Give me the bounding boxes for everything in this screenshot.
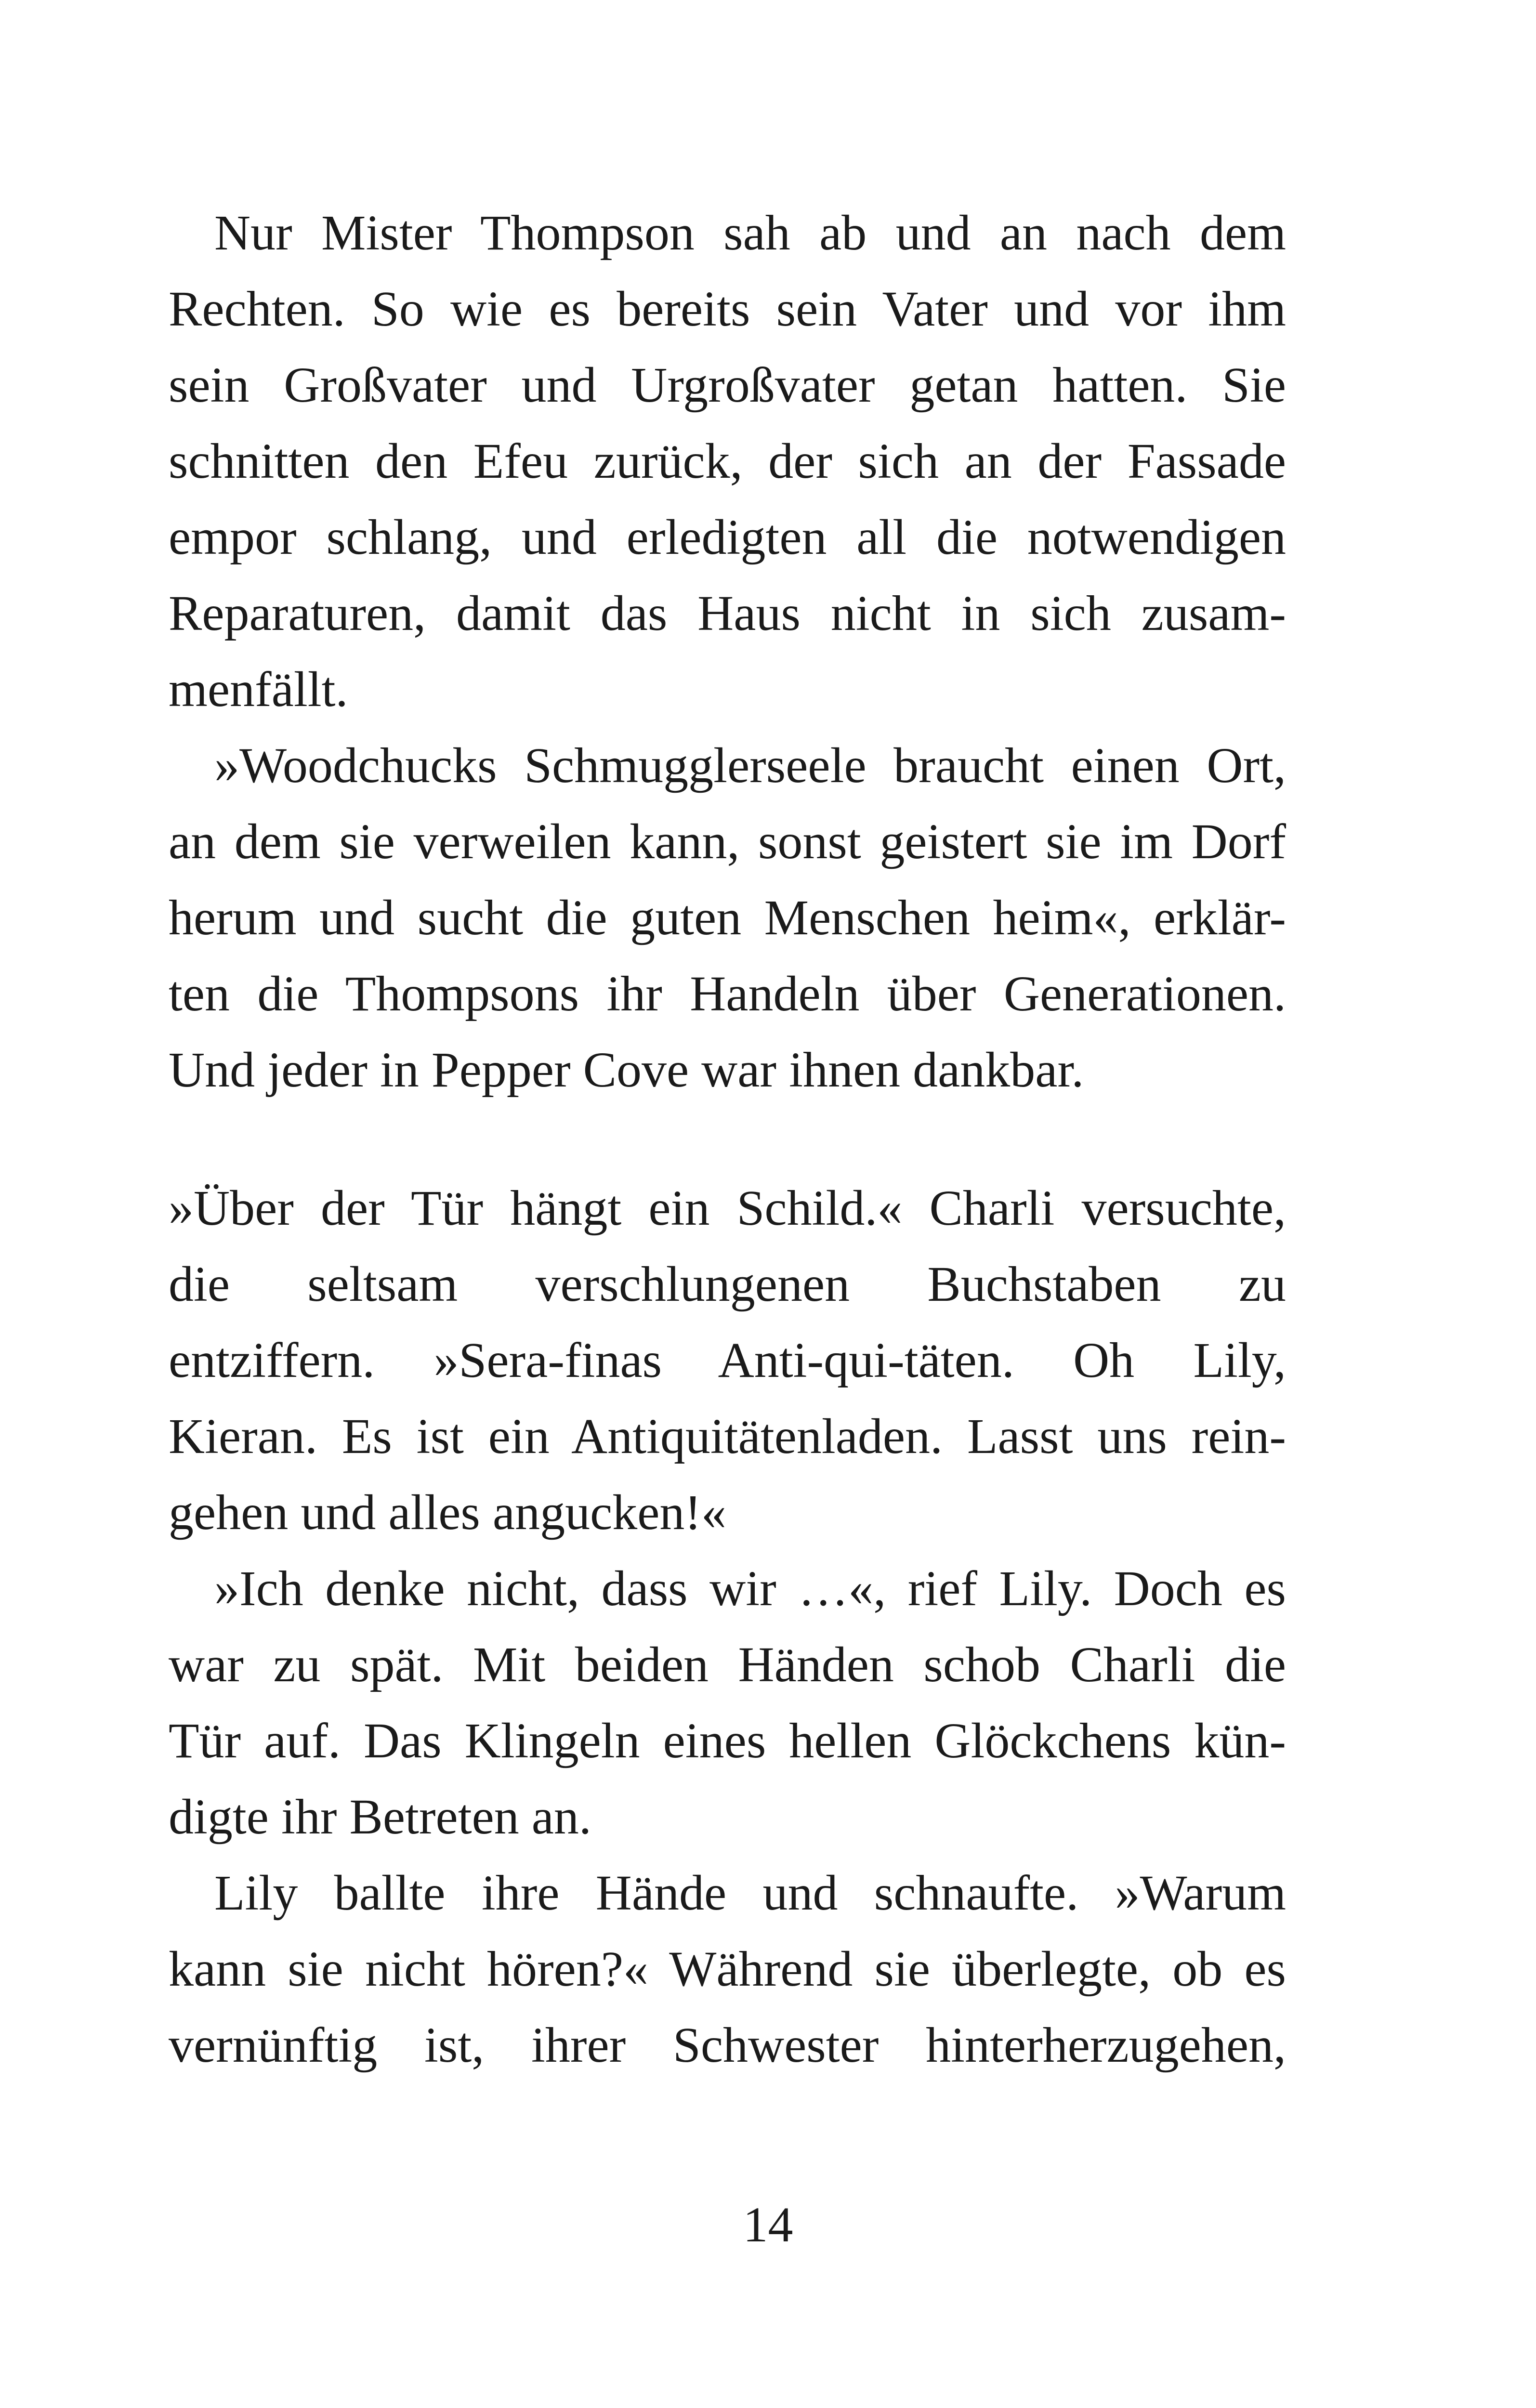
text-line: herum und sucht die guten Menschen heim«, erklär- — [169, 890, 1286, 945]
text-line: »Woodchucks Schmugglerseele braucht einen Ort, — [214, 738, 1286, 793]
text-line: an dem sie verweilen kann, sonst geistert sie im Dorf — [169, 814, 1286, 869]
text-line: sein Großvater und Urgroßvater getan hatten. Sie — [169, 357, 1286, 413]
text-line: Tür auf. Das Klingeln eines hellen Glöckchens kün- — [169, 1713, 1286, 1768]
text-line: entziffern. »Sera-finas Anti-qui-täten. Oh Lily, — [169, 1333, 1286, 1388]
page-number: 14 — [743, 2197, 793, 2252]
text-line: Rechten. So wie es bereits sein Vater und vor ihm — [169, 281, 1286, 337]
text-line: Reparaturen, damit das Haus nicht in sich zusam- — [169, 586, 1286, 641]
text-line: war zu spät. Mit beiden Händen schob Charli die — [169, 1637, 1286, 1692]
text-line: Nur Mister Thompson sah ab und an nach dem — [214, 205, 1286, 261]
text-line: Kieran. Es ist ein Antiquitätenladen. Lasst uns rein- — [169, 1409, 1286, 1464]
text-line: Lily ballte ihre Hände und schnaufte. »Warum — [214, 1865, 1286, 1921]
text-line: digte ihr Betreten an. — [169, 1789, 591, 1845]
text-line: kann sie nicht hören?« Während sie überlegte, ob es — [169, 1941, 1286, 1997]
text-line: ten die Thompsons ihr Handeln über Generationen. — [169, 966, 1286, 1021]
text-line: menfällt. — [169, 662, 348, 717]
text-line: empor schlang, und erledigten all die notwendigen — [169, 510, 1286, 565]
text-line: die seltsam verschlungenen Buchstaben zu — [169, 1256, 1286, 1312]
text-line: vernünftig ist, ihrer Schwester hinterherzugehen, — [169, 2017, 1286, 2073]
text-line: gehen und alles angucken!« — [169, 1485, 727, 1540]
paragraph-group-2 — [169, 1170, 1286, 2083]
text-line: schnitten den Efeu zurück, der sich an der Fassade — [169, 433, 1286, 489]
text-line: »Über der Tür hängt ein Schild.« Charli versuchte, — [169, 1180, 1286, 1236]
text-line: »Ich denke nicht, dass wir …«, rief Lily. Doch es — [214, 1561, 1286, 1616]
paragraph-group-1 — [169, 195, 1286, 1108]
text-line: Und jeder in Pepper Cove war ihnen dankbar. — [169, 1042, 1084, 1098]
